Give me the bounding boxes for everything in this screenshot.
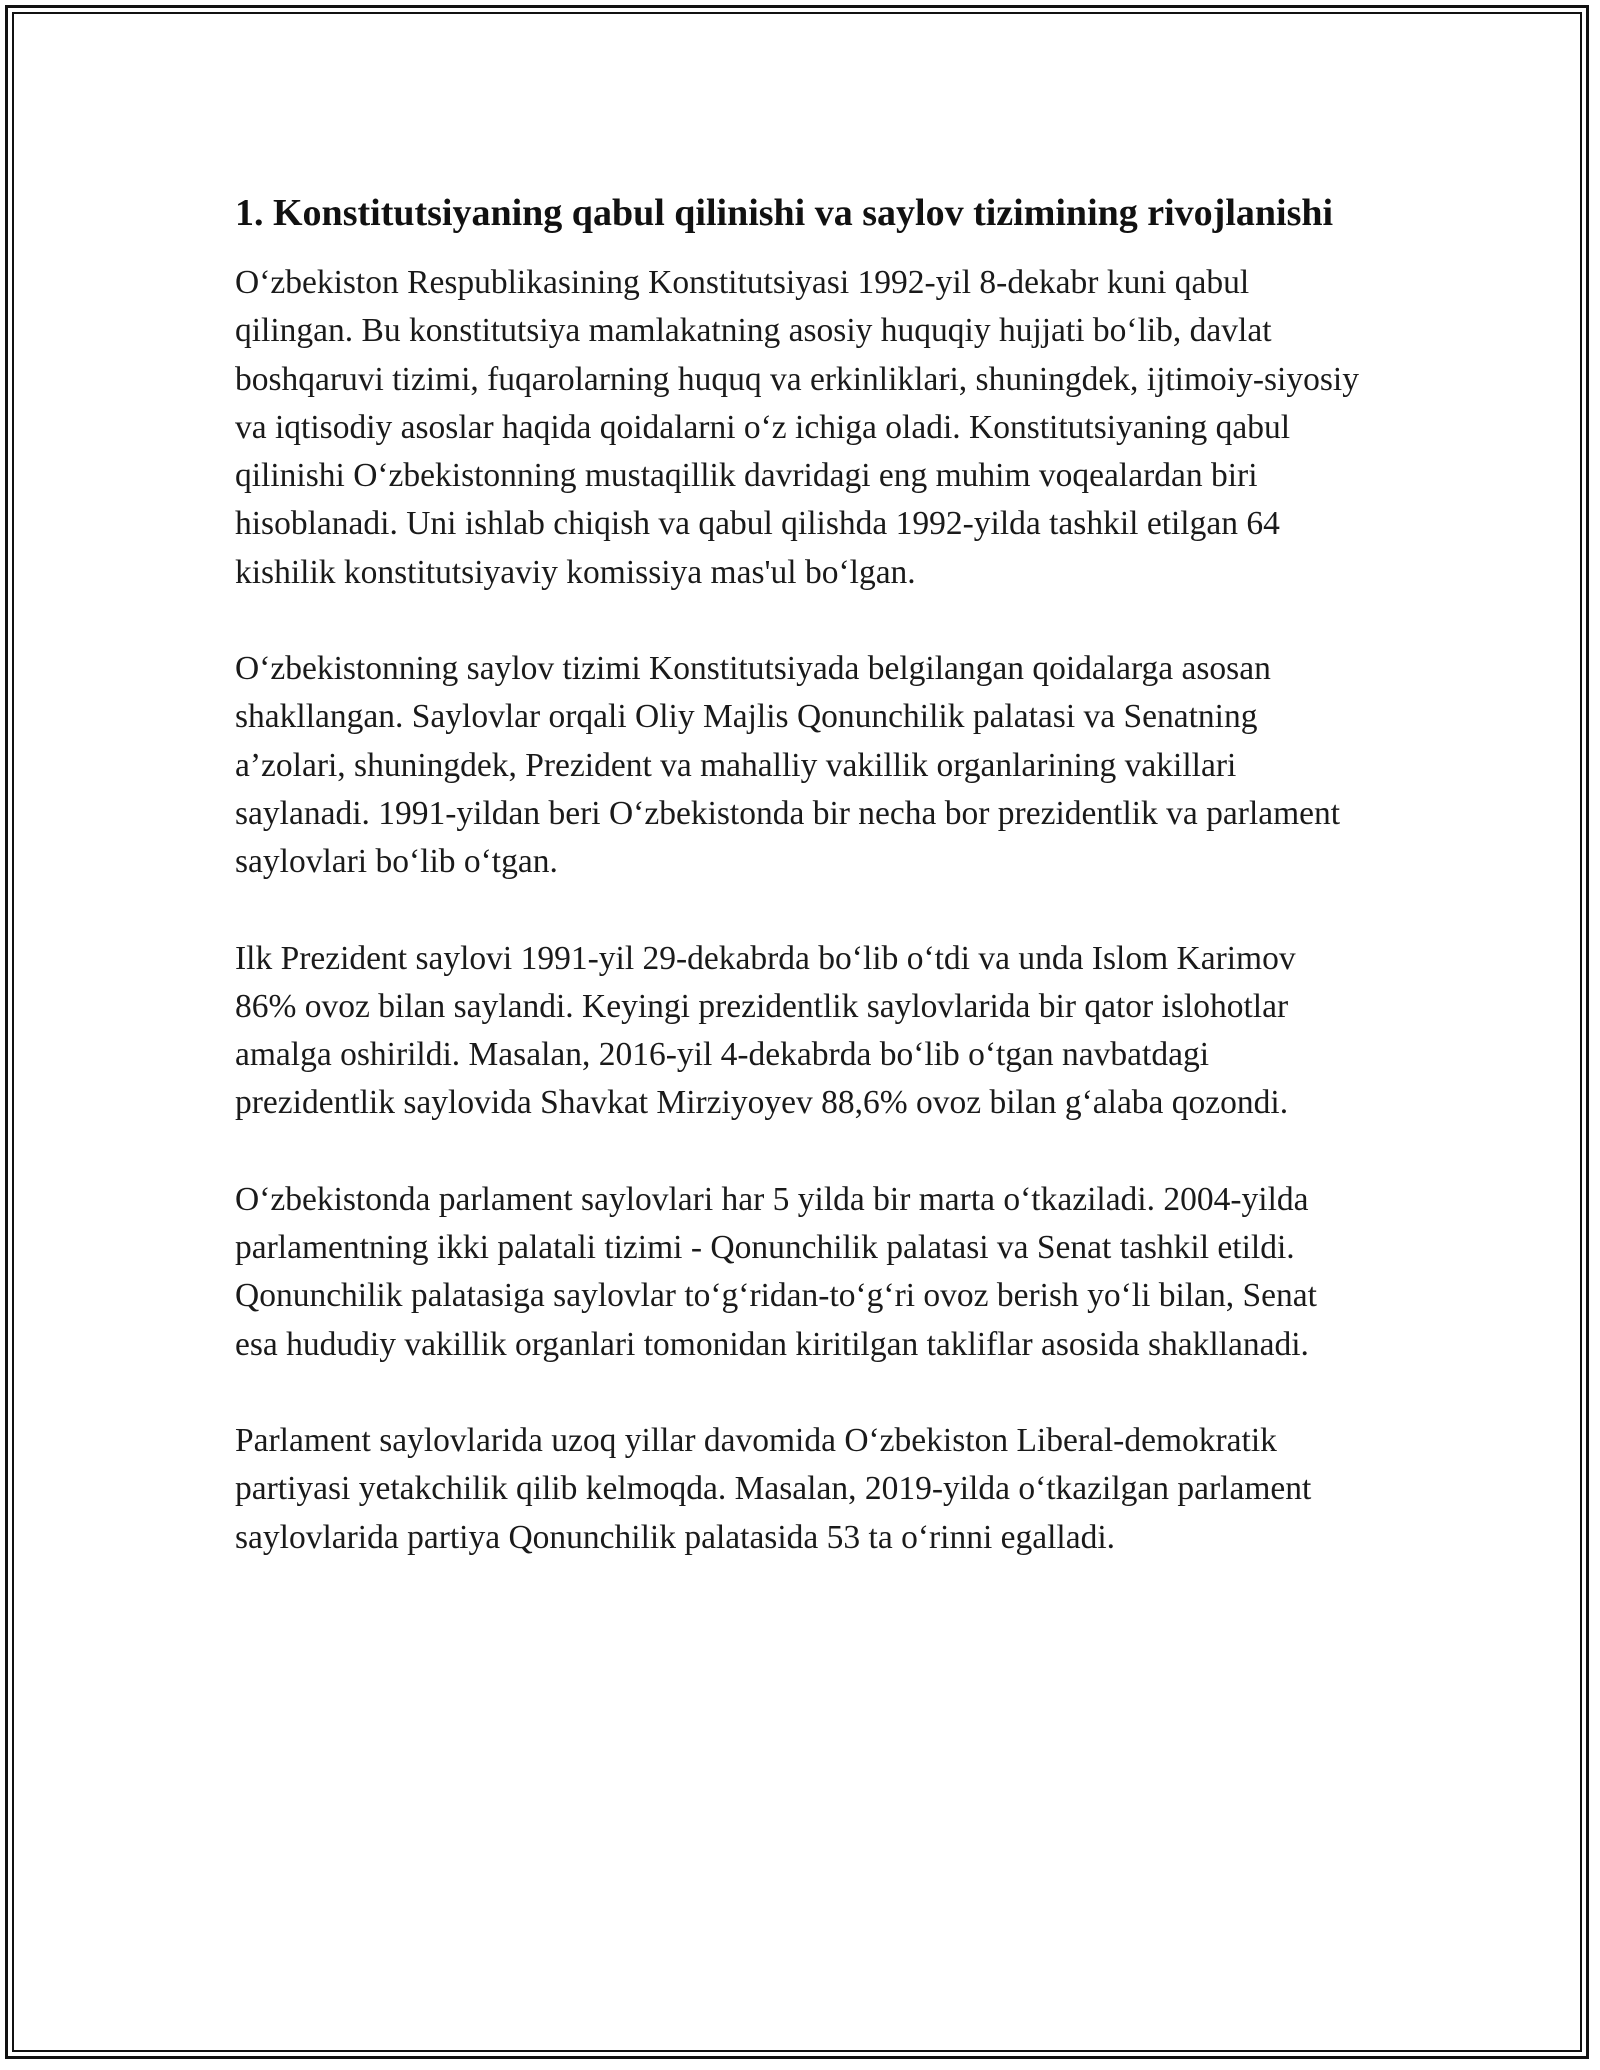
- paragraph-constitution: O‘zbekiston Respublikasining Konstitutsiyasi 1992-yil 8-dekabr kuni qabul qilingan. Bu konstitutsiya mamlakatning asosiy huquqiy hujjati bo‘lib, davlat boshqaruvi tizimi, fuqarolarning huquq va erkinliklari, shuningdek, ijtimoiy-siyosiy va iqtisodiy asoslar haqida qoidalarni o‘z ichiga oladi. Konstitutsiyaning qabul qilinishi O‘zbekistonning mustaqillik davridagi eng muhim voqealardan biri hisoblanadi. Uni ishlab chiqish va qabul qilishda 1992-yilda tashkil etilgan 64 kishilik konstitutsiyaviy komissiya mas'ul bo‘lgan.: [235, 264, 1359, 591]
- section-heading: 1. Konstitutsiyaning qabul qilinishi va saylov tizimining rivojlanishi: [235, 192, 1334, 234]
- paragraph-liberal-democratic-party: Parlament saylovlarida uzoq yillar davomida O‘zbekiston Liberal-demokratik partiyasi yetakchilik qilib kelmoqda. Masalan, 2019-yilda o‘tkazilgan parlament saylovlarida partiya Qonunchilik palatasida 53 ta o‘rinni egalladi.: [235, 1421, 1312, 1556]
- paragraph-electoral-system: O‘zbekistonning saylov tizimi Konstitutsiyada belgilangan qoidalarga asosan shakllangan. Saylovlar orqali Oliy Majlis Qonunchilik palatasi va Senatning a’zolari, shuningdek, Prezident va mahalliy vakillik organlarining vakillari saylanadi. 1991-yildan beri O‘zbekistonda bir necha bor prezidentlik va parlament saylovlari bo‘lib o‘tgan.: [235, 650, 1341, 881]
- document-body: [235, 186, 1365, 1610]
- paragraph-presidential-elections: Ilk Prezident saylovi 1991-yil 29-dekabrda bo‘lib o‘tdi va unda Islom Karimov 86% ovoz bilan saylandi. Keyingi prezidentlik saylovlarida bir qator islohotlar amalga oshirildi. Masalan, 2016-yil 4-dekabrda bo‘lib o‘tgan navbatdagi prezidentlik saylovida Shavkat Mirziyoyev 88,6% ovoz bilan g‘alaba qozondi.: [235, 939, 1296, 1122]
- paragraph-parliament-elections: O‘zbekistonda parlament saylovlari har 5 yilda bir marta o‘tkaziladi. 2004-yilda parlamentning ikki palatali tizimi - Qonunchilik palatasi va Senat tashkil etildi. Qonunchilik palatasiga saylovlar to‘g‘ridan-to‘g‘ri ovoz berish yo‘li bilan, Senat esa hududiy vakillik organlari tomonidan kiritilgan takliflar asosida shakllanadi.: [235, 1180, 1317, 1363]
